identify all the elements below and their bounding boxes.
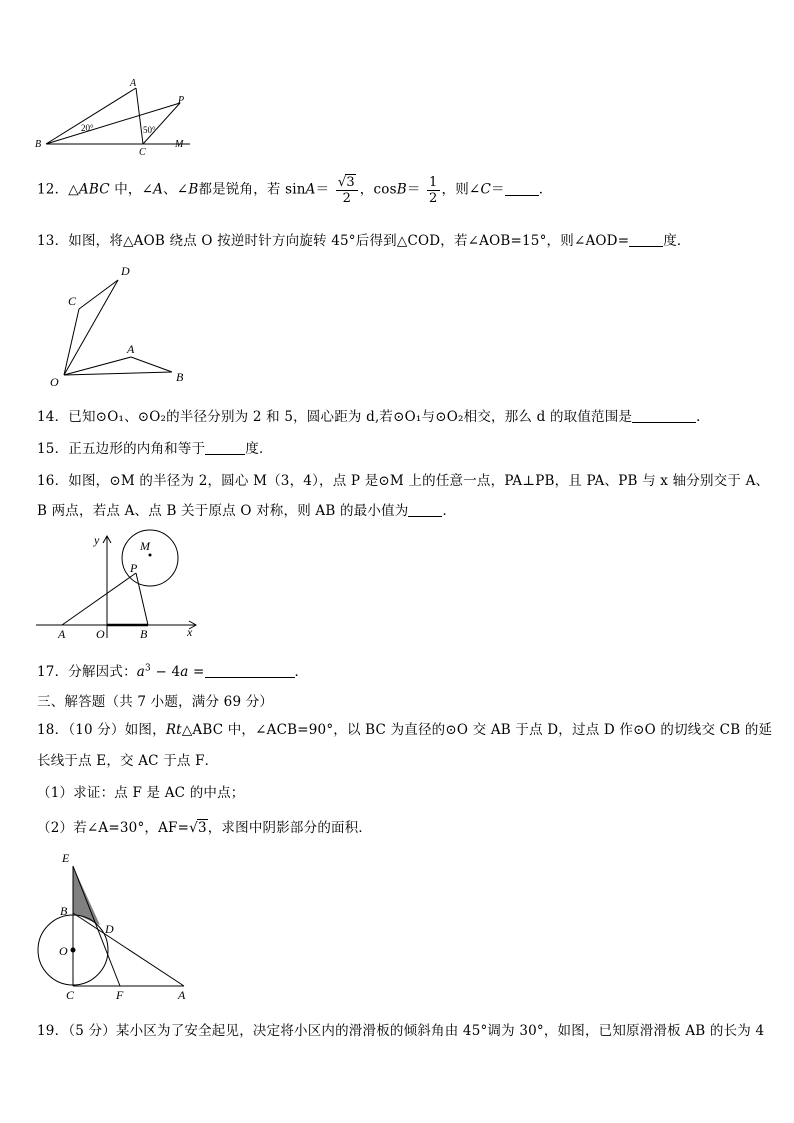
fig16-label-x: x (187, 625, 193, 639)
figure-q18-circle-triangle (32, 846, 200, 1004)
fig16-label-b: B (140, 627, 148, 640)
fig11-label-b: B (35, 139, 42, 150)
question-18-part-2: （2）若∠A=30°，AF=√3，求图中阴影部分的面积． (37, 820, 373, 836)
answer-blank-q16[interactable] (408, 503, 442, 517)
fig18-label-a: A (178, 988, 186, 1002)
figure-q13-rotation (44, 262, 204, 392)
question-16-line-2: B 两点，若点 A、点 B 关于原点 O 对称，则 AB 的最小值为 ． (37, 503, 457, 519)
answer-blank-q15[interactable] (205, 441, 245, 455)
figure-q16-circle-axes (36, 528, 204, 640)
question-13: 13．如图，将△AOB 绕点 O 按逆时针方向旋转 45°后得到△COD，若∠AOB=15°，则∠AOD= 度． (37, 233, 691, 249)
fig13-label-o: O (50, 375, 59, 389)
figure-q11-triangle (30, 76, 200, 156)
fig11-label-p: P (178, 95, 185, 106)
answer-blank-q12[interactable] (505, 182, 539, 196)
answer-blank-q13[interactable] (629, 233, 663, 247)
fig18-label-f: F (116, 988, 124, 1002)
question-16-line-1: 16．如图，⊙M 的半径为 2，圆心 M（3，4），点 P 是⊙M 上的任意一点，PA⊥PB，且 PA、PB 与 x 轴分别交于 A、 (37, 473, 770, 489)
fig18-label-b: B (60, 904, 68, 918)
fig18-label-d: D (105, 922, 114, 936)
fig18-label-o: O (59, 944, 68, 958)
question-14: 14．已知⊙O₁、⊙O₂的半径分别为 2 和 5，圆心距为 d,若⊙O₁与⊙O₂相交，那么 d 的取值范围是 ． (37, 409, 710, 425)
fig16-label-o: O (96, 627, 105, 640)
fig13-label-c: C (68, 294, 77, 308)
fraction-1-over-2: $\frac{1}{2}$ (429, 174, 438, 206)
fig11-angle-b: 20° (81, 123, 94, 133)
question-18-part-1: （1）求证：点 F 是 AC 的中点； (37, 785, 245, 801)
fig11-label-c: C (139, 147, 146, 156)
question-17: 17．分解因式：$a^3 - 4a$ = ． (37, 663, 309, 680)
fig18-label-c: C (66, 988, 75, 1002)
answer-blank-q17[interactable] (205, 664, 295, 678)
answer-blank-q14[interactable] (632, 409, 696, 423)
fig11-label-a: A (130, 78, 137, 89)
fig16-label-a: A (58, 627, 66, 640)
section-heading-3: 三、解答题（共 7 小题，满分 69 分） (37, 694, 274, 710)
question-18-line-1: 18．（10 分）如图，Rt△ABC 中，∠ACB=90°，以 BC 为直径的⊙O 交 AB 于点 D，过点 D 作⊙O 的切线交 CB 的延 (37, 722, 773, 738)
fig16-label-m: M (140, 539, 150, 553)
fig16-label-y: y (94, 533, 100, 547)
fig18-label-e: E (62, 851, 70, 865)
fig11-angle-c: 50° (143, 125, 156, 135)
question-12: 12．△ABC 中，∠A、∠B都是锐角，若 sinA＝ $\frac{√3}{2}$ ，cosB＝ $\frac{1}{2}$ ，则∠C＝ ． (37, 174, 553, 206)
fig13-label-a: A (127, 342, 135, 356)
fig11-label-m: M (175, 139, 184, 150)
fig16-label-p: P (130, 561, 138, 575)
question-15: 15．正五边形的内角和等于 度． (37, 441, 273, 457)
fig13-label-d: D (121, 264, 130, 278)
question-19: 19．（5 分）某小区为了安全起见，决定将小区内的滑滑板的倾斜角由 45°调为 30°，如图，已知原滑滑板 AB 的长为 4 (37, 1023, 765, 1039)
fraction-sqrt3-over-2: $\frac{√3}{2}$ (336, 174, 358, 206)
fig13-label-b: B (176, 370, 184, 384)
question-18-line-2: 长线于点 E，交 AC 于点 F． (37, 753, 219, 769)
